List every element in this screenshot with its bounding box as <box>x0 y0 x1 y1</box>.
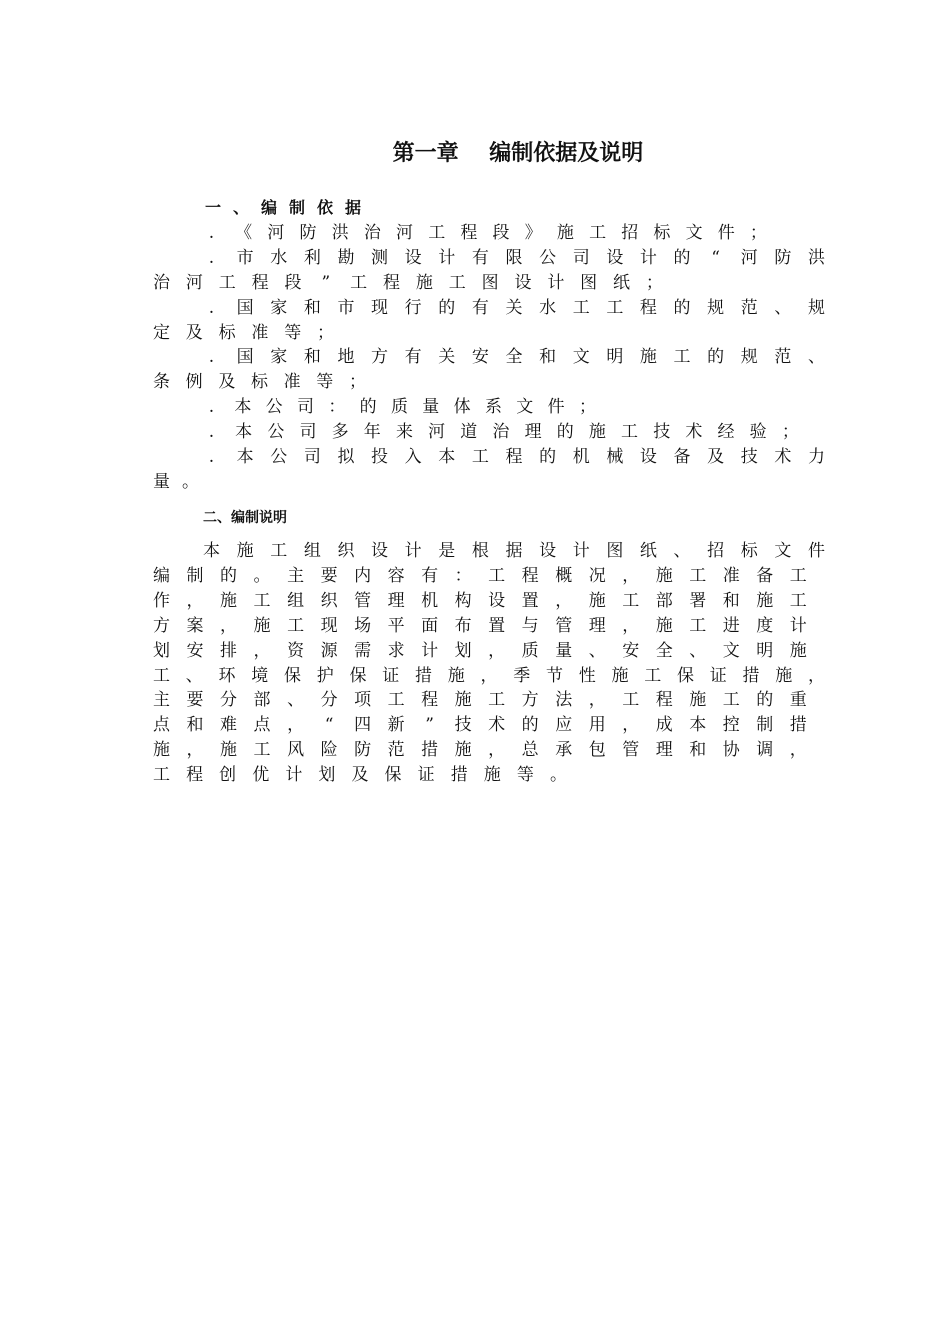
notes-line: 工 程 创 优 计 划 及 保 证 措 施 等 。 <box>153 765 567 785</box>
basis-line: . 本 公 司 ： 的 质 量 体 系 文 件 ； <box>208 397 596 417</box>
basis-line: 定 及 标 准 等 ； <box>153 323 334 343</box>
notes-line: 工 、 环 境 保 护 保 证 措 施 ， 季 节 性 施 工 保 证 措 施 ， <box>153 666 825 686</box>
basis-line: . 本 公 司 多 年 来 河 道 治 理 的 施 工 技 术 经 验 ； <box>208 422 799 442</box>
notes-line: 本 施 工 组 织 设 计 是 根 据 设 计 图 纸 、 招 标 文 件 <box>203 541 825 561</box>
basis-line: . 国 家 和 市 现 行 的 有 关 水 工 工 程 的 规 范 、 规 <box>208 298 825 318</box>
notes-line: 划 安 排 ， 资 源 需 求 计 划 ， 质 量 、 安 全 、 文 明 施 <box>153 641 807 661</box>
notes-line: 点 和 难 点 ， “ 四 新 ” 技 术 的 应 用 ， 成 本 控 制 措 <box>153 715 807 735</box>
notes-line: 主 要 分 部 、 分 项 工 程 施 工 方 法 ， 工 程 施 工 的 重 <box>153 690 807 710</box>
notes-line: 编 制 的 。 主 要 内 容 有 ： 工 程 概 况 ， 施 工 准 备 工 <box>153 566 807 586</box>
notes-line: 作 ， 施 工 组 织 管 理 机 构 设 置 ， 施 工 部 署 和 施 工 <box>153 591 807 611</box>
basis-line: . 《 河 防 洪 治 河 工 程 段 》 施 工 招 标 文 件 ； <box>208 223 767 243</box>
section-heading-basis: 一、编制依据 <box>205 198 374 217</box>
basis-line: 治 河 工 程 段 ” 工 程 施 工 图 设 计 图 纸 ； <box>153 273 663 293</box>
chapter-title: 第一章 编制依据及说明 <box>392 141 644 166</box>
basis-line: 条 例 及 标 准 等 ； <box>153 372 366 392</box>
section-heading-notes: 二、编制说明 <box>203 510 287 526</box>
basis-line: . 国 家 和 地 方 有 关 安 全 和 文 明 施 工 的 规 范 、 <box>208 347 825 367</box>
basis-line: . 本 公 司 拟 投 入 本 工 程 的 机 械 设 备 及 技 术 力 <box>208 447 825 467</box>
basis-line: 量 。 <box>153 472 199 492</box>
notes-line: 施 ， 施 工 风 险 防 范 措 施 ， 总 承 包 管 理 和 协 调 ， <box>153 740 807 760</box>
basis-line: . 市 水 利 勘 测 设 计 有 限 公 司 设 计 的 “ 河 防 洪 <box>208 248 825 268</box>
notes-line: 方 案 ， 施 工 现 场 平 面 布 置 与 管 理 ， 施 工 进 度 计 <box>153 616 807 636</box>
